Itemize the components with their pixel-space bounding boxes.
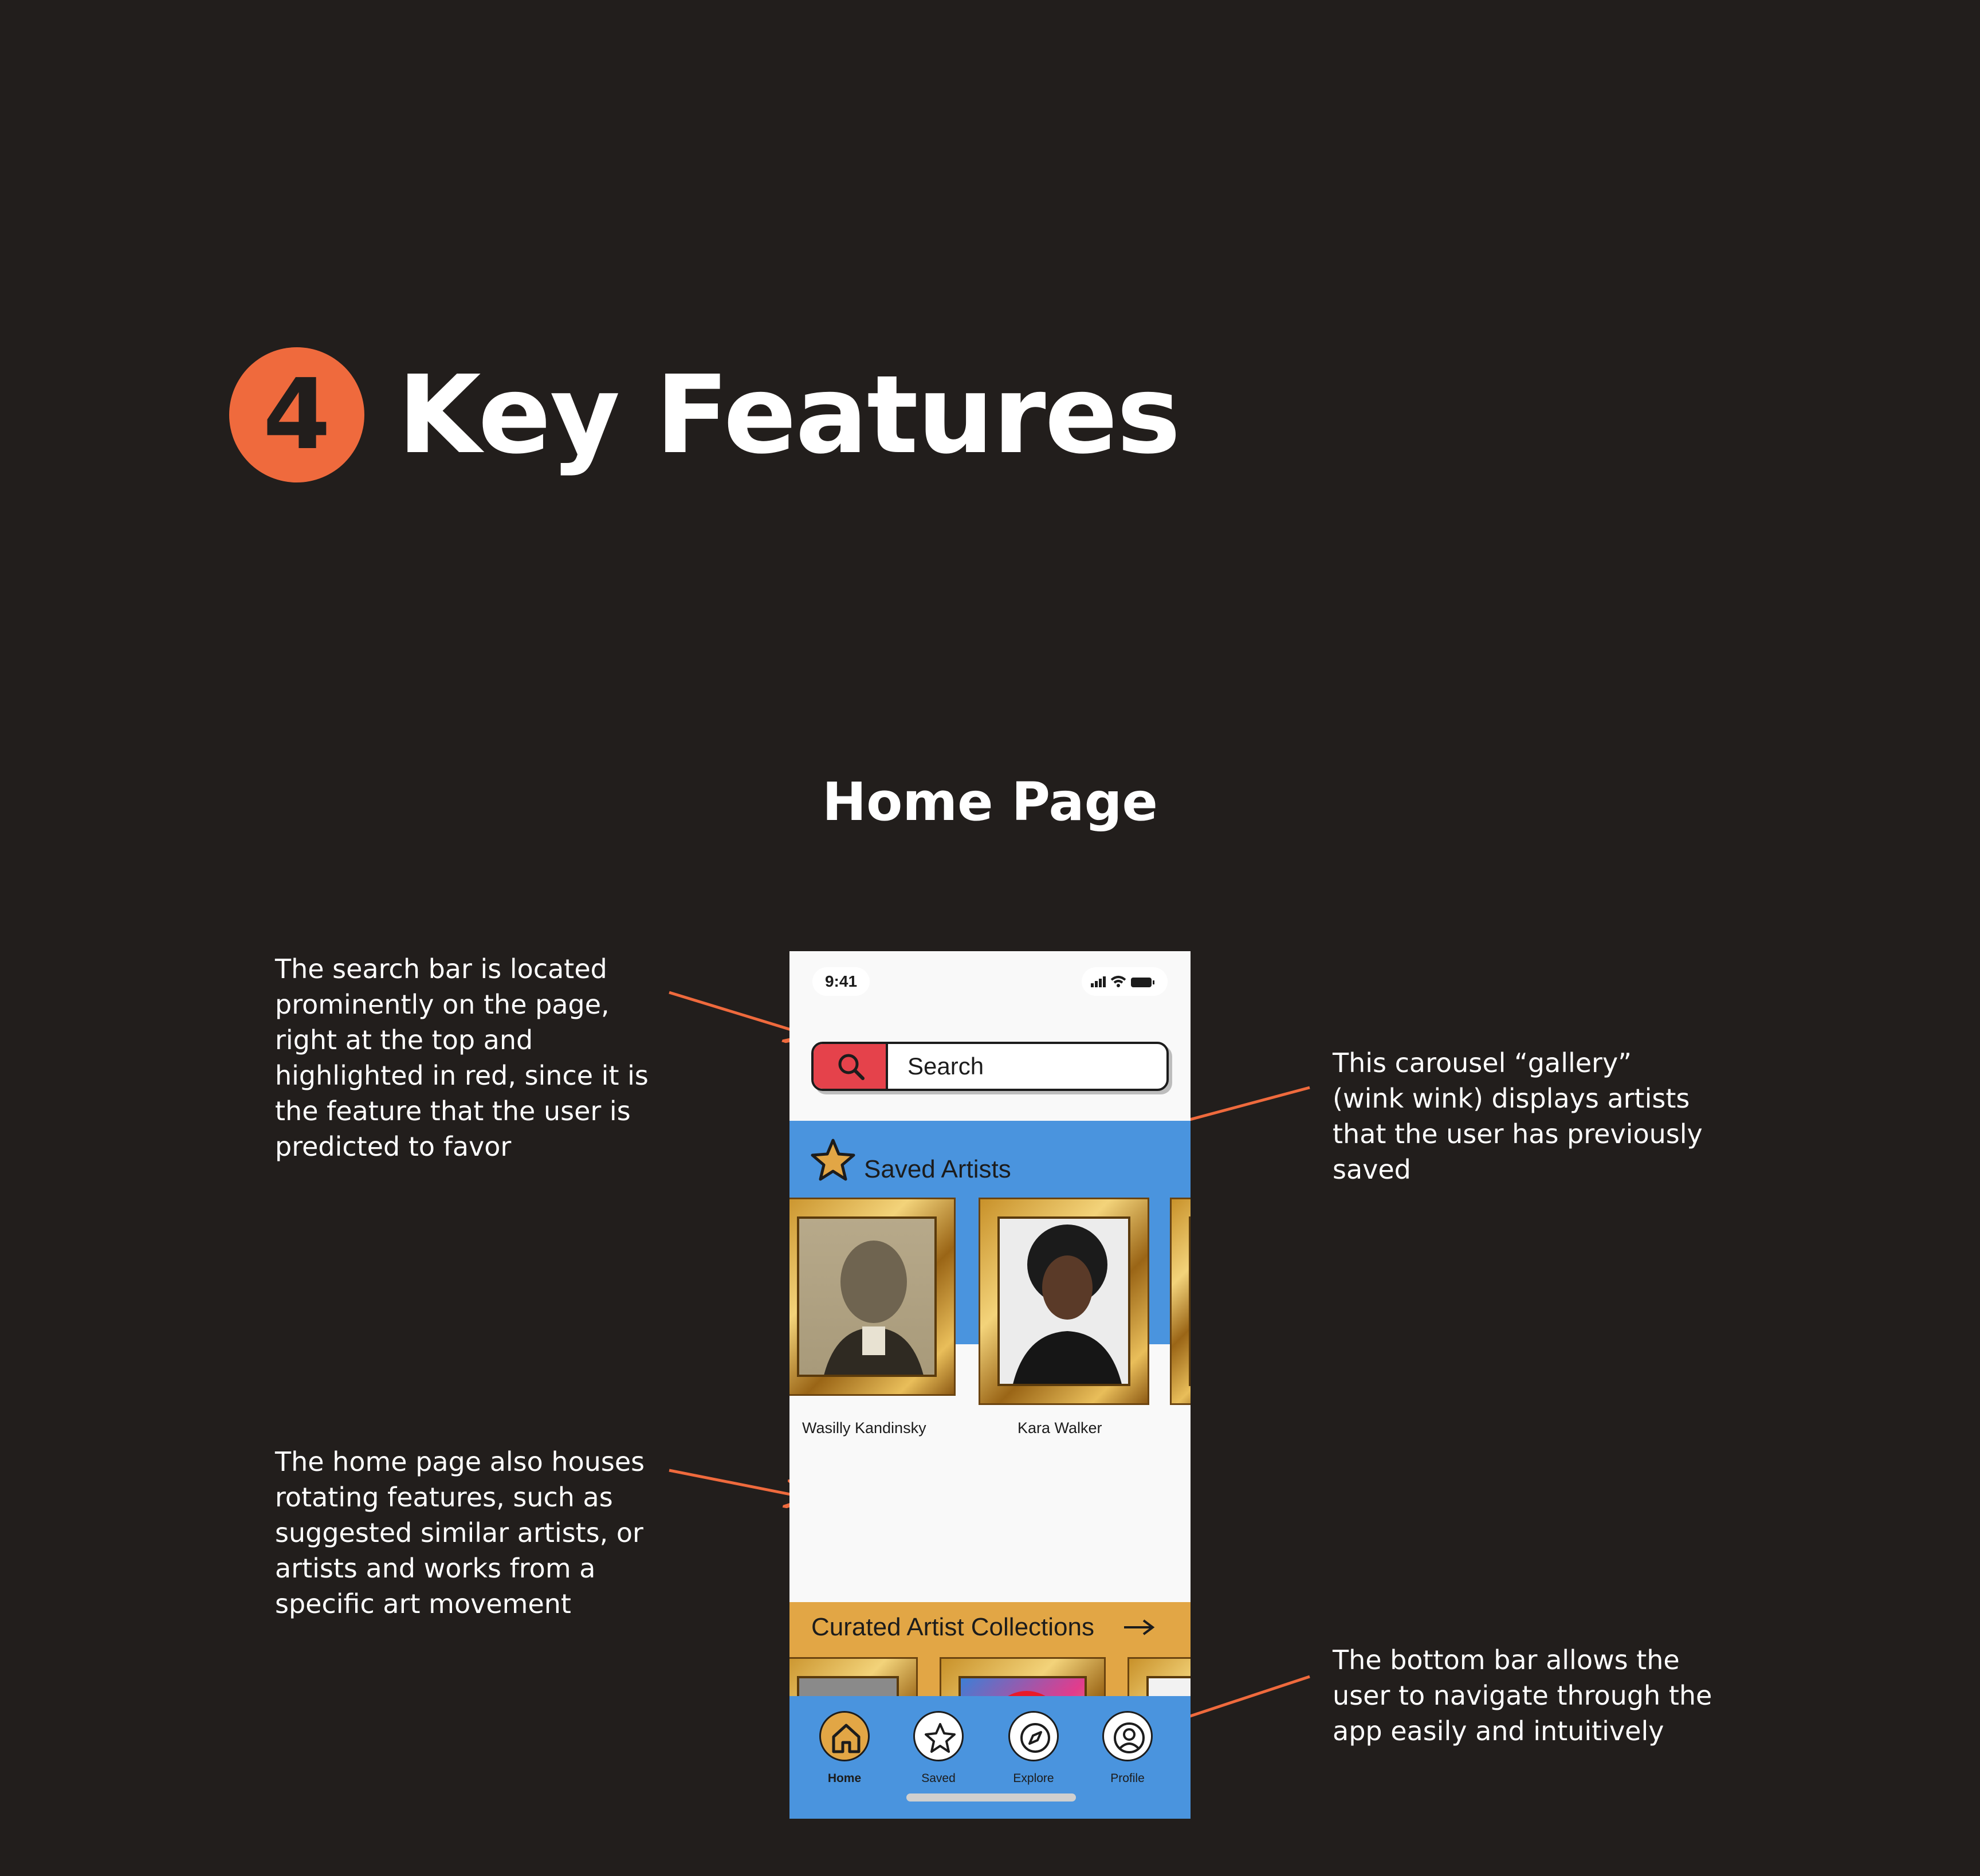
arrow-rotating xyxy=(669,1470,808,1498)
nav-home-circle xyxy=(819,1711,870,1761)
artist-name-walker: Kara Walker xyxy=(1017,1419,1102,1437)
section-title: Home Page xyxy=(822,771,1158,833)
artist-portrait-kandinsky xyxy=(797,1216,937,1377)
nav-explore-label: Explore xyxy=(1013,1772,1054,1785)
artist-card-kandinsky[interactable] xyxy=(789,1198,956,1396)
status-bar xyxy=(789,951,1191,1008)
annotation-bottom-bar: The bottom bar allows the user to navigate through the app easily and intuitively xyxy=(1333,1645,1712,1747)
search-icon xyxy=(836,1051,866,1081)
nav-saved-label: Saved xyxy=(921,1772,956,1785)
portrait-silhouette-icon xyxy=(1000,1219,1130,1386)
search-button[interactable] xyxy=(814,1044,888,1089)
artist-name-kandinsky: Wasilly Kandinsky xyxy=(802,1419,926,1437)
nav-profile[interactable] xyxy=(1093,1711,1162,1797)
artist-portrait-walker xyxy=(997,1216,1130,1386)
home-indicator[interactable] xyxy=(906,1793,1076,1802)
artist-card-walker[interactable] xyxy=(979,1198,1149,1405)
artist-portrait-partial xyxy=(1189,1216,1191,1386)
search-input[interactable]: Search xyxy=(907,1053,984,1080)
annotation-carousel: This carousel “gallery” (wink wink) displays artists that the user has previously saved xyxy=(1333,1047,1703,1185)
nav-home[interactable] xyxy=(810,1711,879,1797)
star-icon xyxy=(923,1721,957,1755)
nav-home-label: Home xyxy=(827,1772,862,1785)
nav-saved-circle xyxy=(913,1711,964,1761)
curated-collections-title[interactable]: Curated Artist Collections xyxy=(811,1613,1094,1641)
nav-profile-label: Profile xyxy=(1110,1772,1145,1785)
profile-icon xyxy=(1112,1721,1146,1755)
annotation-rotating: The home page also houses rotating features, such as suggested similar artists, or artists and works from a specific art movement xyxy=(275,1446,645,1619)
phone-mockup xyxy=(789,951,1191,1819)
signal-wifi-battery-icon xyxy=(1089,973,1161,990)
nav-explore[interactable] xyxy=(999,1711,1068,1797)
star-icon xyxy=(810,1138,856,1182)
annotation-search: The search bar is located prominently on the page, right at the top and highlighted in red, since it is the feature that the user is predicted to favor xyxy=(275,953,649,1162)
nav-profile-circle xyxy=(1102,1711,1153,1761)
search-bar[interactable] xyxy=(811,1042,1169,1091)
status-time: 9:41 xyxy=(812,967,870,996)
arrow-right-icon[interactable] xyxy=(1122,1616,1156,1639)
page-title: Key Features xyxy=(398,352,1180,478)
saved-artists-title: Saved Artists xyxy=(864,1155,1011,1183)
nav-saved[interactable] xyxy=(904,1711,973,1797)
arrow-search xyxy=(669,992,808,1035)
status-icons xyxy=(1082,967,1168,996)
nav-explore-circle xyxy=(1008,1711,1059,1761)
home-icon xyxy=(829,1721,863,1755)
portrait-silhouette-icon xyxy=(799,1219,937,1377)
artist-card-partial[interactable] xyxy=(1170,1198,1191,1405)
step-number-badge: 4 xyxy=(229,347,364,482)
compass-icon xyxy=(1018,1721,1052,1755)
